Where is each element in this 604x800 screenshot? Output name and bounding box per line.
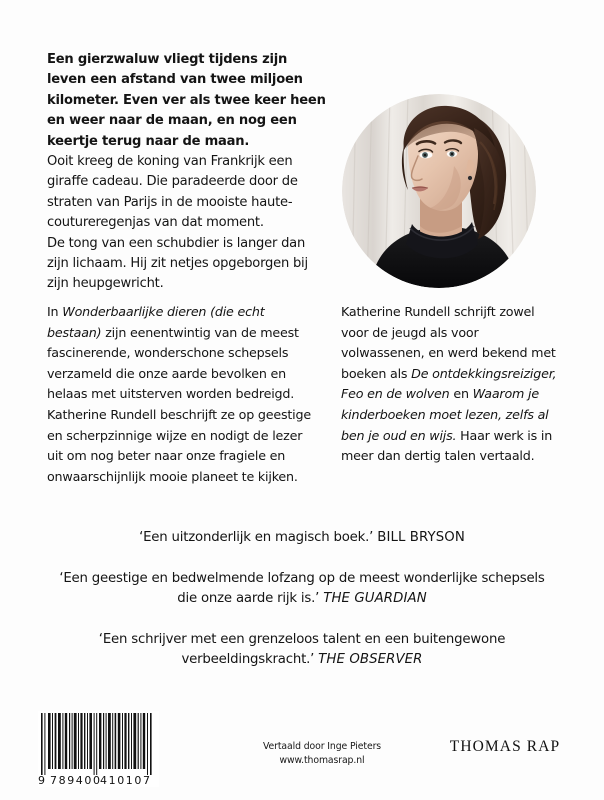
- book-title: Wonderbaarlijke dieren (die echt bestaan): [47, 304, 265, 340]
- quote-text: ‘Een uitzonderlijk en magisch boek.’: [139, 530, 378, 545]
- barcode-digits: 9: [38, 774, 45, 787]
- body-column-right: [341, 302, 557, 467]
- author-portrait: [342, 94, 536, 288]
- publisher-website[interactable]: www.thomasrap.nl: [279, 754, 365, 766]
- footer-credits: [232, 740, 412, 767]
- author-bio-paragraph: [341, 302, 557, 467]
- other-titles-one: De ontdekkingsreiziger, Feo en de wolven: [341, 365, 557, 402]
- quote-source: THE OBSERVER: [318, 652, 423, 667]
- praise-quote: [50, 569, 554, 610]
- blurb-paragraph-3: De tong van een schubdier is langer dan zijn lichaam. Hij zit netjes opgeborgen bij zijn heupgewricht.: [47, 235, 308, 292]
- quote-text: ‘Een geestige en bedwelmende lofzang op de meest wonderlijke schepsels die onze aarde rijk is.’: [59, 570, 545, 606]
- svg-text:410107: 410107: [100, 774, 152, 787]
- praise-quote: [50, 528, 554, 549]
- description-intro: In: [47, 304, 63, 319]
- book-description-paragraph: [47, 302, 319, 487]
- isbn-barcode: [38, 711, 159, 787]
- description-rest: zijn eenentwintig van de meest fascinerende, wonderschone schepsels verzameld die onze aarde bevolken en helaas met uitsterven worden bedreigd. Katherine Rundell beschrijft ze op geestige en scherpzinnige wijze en nodigt de lezer uit om nog beter naar onze fragiele en onwaarschijnlijk mooie planeet te kijken.: [47, 324, 311, 484]
- quote-source: THE GUARDIAN: [323, 591, 427, 606]
- translator-credit: Vertaald door Inge Pieters: [262, 741, 382, 752]
- body-column-left: [47, 302, 319, 487]
- praise-quotes-block: [50, 528, 554, 671]
- quote-text: ‘Een schrijver met een grenzeloos talent en een buitengewone verbeeldingskracht.’: [98, 631, 506, 667]
- svg-text:789400: 789400: [50, 774, 102, 787]
- blurb-paragraph-1: Een gierzwaluw vliegt tijdens zijn leven een afstand van twee miljoen kilometer. Even ver als twee keer heen en weer naar de maan, en nog een keertje terug naar de maan.: [47, 52, 326, 149]
- titles-joiner: en: [449, 386, 473, 402]
- praise-quote: [50, 630, 554, 671]
- bio-part-two: Haar werk is in meer dan dertig talen vertaald.: [341, 427, 553, 464]
- blurb-paragraph-2: Ooit kreeg de koning van Frankrijk een giraffe cadeau. Die paradeerde door de straten van Parijs in de mooiste haute-coutureregenjas van dat moment.: [47, 154, 298, 231]
- other-titles-two: Waarom je kinderboeken moet lezen, zelfs al ben je oud en wijs.: [341, 386, 549, 443]
- bio-part-one: Katherine Rundell schrijft zowel voor de jeugd als voor volwassenen, en werd bekend met boeken als: [341, 304, 556, 381]
- quote-source: BILL BRYSON: [377, 530, 465, 545]
- top-blurb-block: [47, 50, 330, 295]
- publisher-imprint-logo: THOMAS RAP: [449, 738, 561, 755]
